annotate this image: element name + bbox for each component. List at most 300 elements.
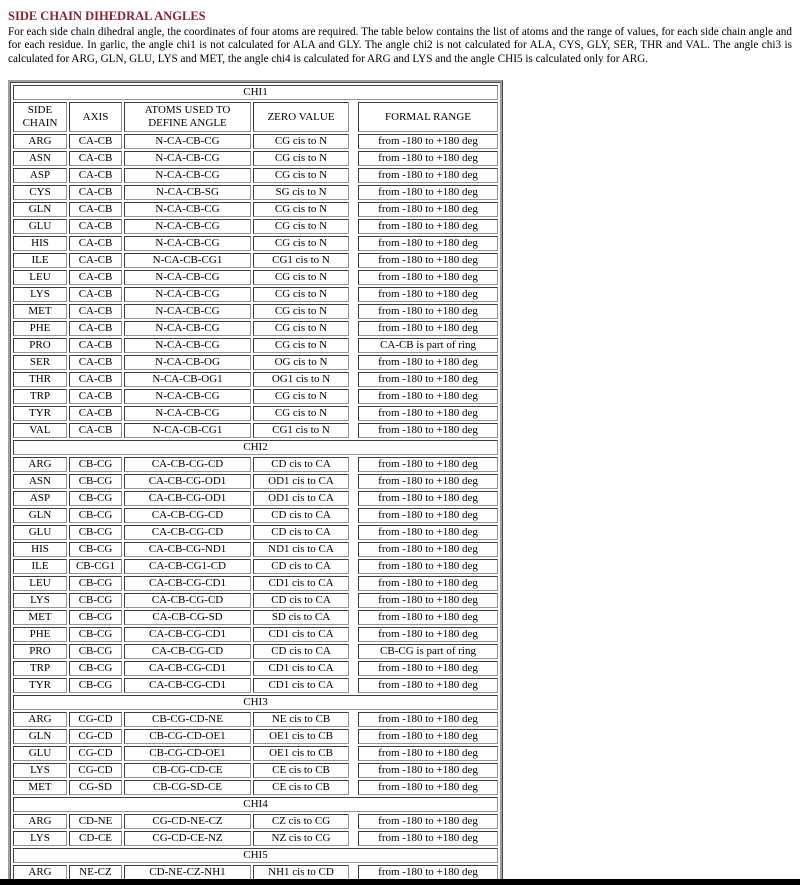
axis-cell: NE-CZ [69,865,122,880]
axis-cell: CB-CG [69,474,122,489]
column-header-row [13,102,498,132]
column-gap [351,185,356,200]
residue-cell: TYR [13,406,67,421]
axis-cell: CA-CB [69,134,122,149]
column-gap [351,661,356,676]
residue-cell: LEU [13,576,67,591]
atoms-cell: CA-CB-CG-ND1 [124,542,251,557]
formal-range-cell: from -180 to +180 deg [358,491,498,506]
residue-cell: ARG [13,457,67,472]
residue-cell: PRO [13,644,67,659]
column-header: ZERO VALUE [253,102,349,132]
atoms-cell: N-CA-CB-SG [124,185,251,200]
table-row [13,661,498,676]
axis-cell: CG-SD [69,780,122,795]
zero-value-cell: SD cis to CA [253,610,349,625]
formal-range-cell: from -180 to +180 deg [358,304,498,319]
atoms-cell: CA-CB-CG-CD [124,508,251,523]
zero-value-cell: CG cis to N [253,304,349,319]
table-row [13,712,498,727]
zero-value-cell: CE cis to CB [253,780,349,795]
residue-cell: GLU [13,219,67,234]
formal-range-cell: from -180 to +180 deg [358,525,498,540]
atoms-cell: CA-CB-CG1-CD [124,559,251,574]
formal-range-cell: from -180 to +180 deg [358,763,498,778]
table-row [13,321,498,336]
residue-cell: SER [13,355,67,370]
residue-cell: LYS [13,831,67,846]
table-row [13,627,498,642]
residue-cell: GLN [13,729,67,744]
zero-value-cell: NE cis to CB [253,712,349,727]
formal-range-cell: from -180 to +180 deg [358,678,498,693]
formal-range-cell: from -180 to +180 deg [358,236,498,251]
formal-range-cell: from -180 to +180 deg [358,576,498,591]
atoms-cell: N-CA-CB-CG [124,304,251,319]
atoms-cell: CA-CB-CG-CD [124,457,251,472]
atoms-cell: CB-CG-CD-OE1 [124,746,251,761]
formal-range-cell: from -180 to +180 deg [358,780,498,795]
axis-cell: CB-CG [69,678,122,693]
axis-cell: CA-CB [69,321,122,336]
formal-range-cell: from -180 to +180 deg [358,559,498,574]
axis-cell: CG-CD [69,729,122,744]
table-row [13,304,498,319]
formal-range-cell: from -180 to +180 deg [358,627,498,642]
axis-cell: CB-CG1 [69,559,122,574]
axis-cell: CD-CE [69,831,122,846]
residue-cell: TRP [13,389,67,404]
column-gap [351,321,356,336]
zero-value-cell: CZ cis to CG [253,814,349,829]
atoms-cell: N-CA-CB-CG [124,270,251,285]
formal-range-cell: CA-CB is part of ring [358,338,498,353]
column-gap [351,202,356,217]
column-gap [351,389,356,404]
residue-cell: CYS [13,185,67,200]
atoms-cell: N-CA-CB-CG1 [124,423,251,438]
table-row [13,202,498,217]
formal-range-cell: from -180 to +180 deg [358,287,498,302]
column-gap [351,542,356,557]
residue-cell: HIS [13,236,67,251]
atoms-cell: N-CA-CB-CG [124,406,251,421]
column-gap [351,865,356,880]
formal-range-cell: from -180 to +180 deg [358,661,498,676]
column-header: SIDE CHAIN [13,102,67,132]
formal-range-cell: from -180 to +180 deg [358,185,498,200]
zero-value-cell: CD cis to CA [253,593,349,608]
formal-range-cell: from -180 to +180 deg [358,729,498,744]
table-row [13,610,498,625]
column-gap [351,134,356,149]
zero-value-cell: OD1 cis to CA [253,474,349,489]
residue-cell: ILE [13,253,67,268]
formal-range-cell: from -180 to +180 deg [358,712,498,727]
column-gap [351,151,356,166]
table-row [13,542,498,557]
residue-cell: ARG [13,712,67,727]
table-row [13,423,498,438]
zero-value-cell: NH1 cis to CD [253,865,349,880]
axis-cell: CA-CB [69,151,122,166]
zero-value-cell: CG cis to N [253,236,349,251]
table-row [13,185,498,200]
axis-cell: CG-CD [69,712,122,727]
table-row [13,525,498,540]
atoms-cell: CA-CB-CG-CD [124,593,251,608]
zero-value-cell: SG cis to N [253,185,349,200]
column-gap [351,270,356,285]
axis-cell: CB-CG [69,491,122,506]
atoms-cell: CA-CB-CG-CD1 [124,678,251,693]
table-row [13,406,498,421]
table-row [13,491,498,506]
axis-cell: CA-CB [69,338,122,353]
formal-range-cell: from -180 to +180 deg [358,474,498,489]
zero-value-cell: CG cis to N [253,406,349,421]
atoms-cell: N-CA-CB-CG [124,219,251,234]
zero-value-cell: CD1 cis to CA [253,678,349,693]
table-row [13,389,498,404]
zero-value-cell: CG cis to N [253,168,349,183]
table-row [13,457,498,472]
column-header: ATOMS USED TO DEFINE ANGLE [124,102,251,132]
residue-cell: GLN [13,508,67,523]
residue-cell: GLU [13,746,67,761]
axis-cell: CB-CG [69,542,122,557]
atoms-cell: N-CA-CB-OG1 [124,372,251,387]
axis-cell: CB-CG [69,627,122,642]
table-row [13,474,498,489]
column-gap [351,559,356,574]
atoms-cell: N-CA-CB-CG [124,151,251,166]
column-gap [351,610,356,625]
column-gap [351,423,356,438]
table-row [13,270,498,285]
column-gap [351,780,356,795]
zero-value-cell: CG cis to N [253,202,349,217]
residue-cell: LEU [13,270,67,285]
axis-cell: CB-CG [69,661,122,676]
atoms-cell: CA-CB-CG-OD1 [124,491,251,506]
axis-cell: CA-CB [69,372,122,387]
zero-value-cell: OG cis to N [253,355,349,370]
residue-cell: PHE [13,321,67,336]
section-header-row [13,797,498,812]
table-row [13,729,498,744]
atoms-cell: CA-CB-CG-OD1 [124,474,251,489]
axis-cell: CB-CG [69,457,122,472]
zero-value-cell: CD cis to CA [253,457,349,472]
table-row [13,763,498,778]
table-row [13,644,498,659]
column-gap [351,627,356,642]
atoms-cell: CA-CB-CG-CD1 [124,627,251,642]
section-title: CHI3 [13,695,498,710]
atoms-cell: CB-CG-SD-CE [124,780,251,795]
atoms-cell: CB-CG-CD-CE [124,763,251,778]
residue-cell: GLN [13,202,67,217]
residue-cell: THR [13,372,67,387]
atoms-cell: CB-CG-CD-OE1 [124,729,251,744]
atoms-cell: N-CA-CB-CG [124,389,251,404]
column-gap [351,474,356,489]
atoms-cell: N-CA-CB-CG [124,202,251,217]
axis-cell: CA-CB [69,253,122,268]
zero-value-cell: OE1 cis to CB [253,729,349,744]
residue-cell: ASN [13,151,67,166]
formal-range-cell: from -180 to +180 deg [358,372,498,387]
page-title: SIDE CHAIN DIHEDRAL ANGLES [8,9,206,23]
axis-cell: CB-CG [69,525,122,540]
formal-range-cell: from -180 to +180 deg [358,151,498,166]
column-gap [351,525,356,540]
atoms-cell: CA-CB-CG-CD [124,525,251,540]
residue-cell: PHE [13,627,67,642]
column-gap [351,491,356,506]
formal-range-cell: from -180 to +180 deg [358,457,498,472]
column-gap [351,729,356,744]
zero-value-cell: CD cis to CA [253,644,349,659]
zero-value-cell: CD cis to CA [253,508,349,523]
zero-value-cell: CD cis to CA [253,559,349,574]
zero-value-cell: CE cis to CB [253,763,349,778]
residue-cell: MET [13,304,67,319]
formal-range-cell: CB-CG is part of ring [358,644,498,659]
axis-cell: CA-CB [69,389,122,404]
axis-cell: CB-CG [69,508,122,523]
zero-value-cell: ND1 cis to CA [253,542,349,557]
formal-range-cell: from -180 to +180 deg [358,814,498,829]
table-row [13,576,498,591]
axis-cell: CA-CB [69,236,122,251]
atoms-cell: CB-CG-CD-NE [124,712,251,727]
zero-value-cell: OE1 cis to CB [253,746,349,761]
zero-value-cell: OD1 cis to CA [253,491,349,506]
column-gap [351,236,356,251]
column-gap [351,338,356,353]
formal-range-cell: from -180 to +180 deg [358,219,498,234]
formal-range-cell: from -180 to +180 deg [358,321,498,336]
residue-cell: TRP [13,661,67,676]
table-row [13,355,498,370]
formal-range-cell: from -180 to +180 deg [358,253,498,268]
axis-cell: CA-CB [69,219,122,234]
residue-cell: MET [13,780,67,795]
atoms-cell: CA-CB-CG-SD [124,610,251,625]
atoms-cell: N-CA-CB-CG [124,338,251,353]
atoms-cell: N-CA-CB-CG [124,134,251,149]
table-row [13,219,498,234]
zero-value-cell: CG cis to N [253,219,349,234]
atoms-cell: CA-CB-CG-CD1 [124,661,251,676]
zero-value-cell: CG cis to N [253,321,349,336]
column-gap [351,508,356,523]
zero-value-cell: CD1 cis to CA [253,576,349,591]
section-title: CHI4 [13,797,498,812]
column-gap [351,593,356,608]
formal-range-cell: from -180 to +180 deg [358,746,498,761]
zero-value-cell: CD1 cis to CA [253,661,349,676]
zero-value-cell: CG1 cis to N [253,253,349,268]
residue-cell: LYS [13,593,67,608]
residue-cell: PRO [13,338,67,353]
zero-value-cell: OG1 cis to N [253,372,349,387]
formal-range-cell: from -180 to +180 deg [358,270,498,285]
residue-cell: ARG [13,865,67,880]
column-gap [351,102,356,132]
residue-cell: ASN [13,474,67,489]
zero-value-cell: CG1 cis to N [253,423,349,438]
atoms-cell: CD-NE-CZ-NH1 [124,865,251,880]
column-gap [351,168,356,183]
atoms-cell: N-CA-CB-CG [124,287,251,302]
zero-value-cell: CD cis to CA [253,525,349,540]
table-row [13,508,498,523]
axis-cell: CA-CB [69,304,122,319]
zero-value-cell: NZ cis to CG [253,831,349,846]
section-title: CHI2 [13,440,498,455]
zero-value-cell: CG cis to N [253,270,349,285]
residue-cell: LYS [13,287,67,302]
column-gap [351,831,356,846]
column-gap [351,457,356,472]
axis-cell: CB-CG [69,576,122,591]
residue-cell: VAL [13,423,67,438]
atoms-cell: N-CA-CB-CG [124,236,251,251]
section-header-row [13,85,498,100]
column-gap [351,219,356,234]
axis-cell: CA-CB [69,423,122,438]
zero-value-cell: CD1 cis to CA [253,627,349,642]
formal-range-cell: from -180 to +180 deg [358,168,498,183]
formal-range-cell: from -180 to +180 deg [358,202,498,217]
column-gap [351,287,356,302]
column-gap [351,253,356,268]
axis-cell: CA-CB [69,168,122,183]
table-row [13,814,498,829]
axis-cell: CD-NE [69,814,122,829]
residue-cell: ILE [13,559,67,574]
section-title: CHI1 [13,85,498,100]
dihedral-table-body [13,85,498,880]
formal-range-cell: from -180 to +180 deg [358,831,498,846]
atoms-cell: CG-CD-NE-CZ [124,814,251,829]
formal-range-cell: from -180 to +180 deg [358,134,498,149]
intro-paragraph: For each side chain dihedral angle, the coordinates of four atoms are required. The table below contains the list of atoms and the range of values, for each side chain angle and for each residue. In garlic, the angle chi1 is not calculated for ALA and GLY. The angle chi2 is not calculated for ALA, CYS, GLY, SER, THR and VAL. The angle chi3 is calculated for ARG, GLN, GLU, LYS and MET, the angle chi4 is calculated for ARG and LYS and the angle CHI5 is calculated only for ARG. [8,26,792,65]
table-row [13,134,498,149]
residue-cell: MET [13,610,67,625]
residue-cell: ARG [13,134,67,149]
section-header-row [13,848,498,863]
dihedral-angles-table [8,80,503,885]
column-gap [351,355,356,370]
axis-cell: CG-CD [69,746,122,761]
atoms-cell: N-CA-CB-CG1 [124,253,251,268]
residue-cell: ARG [13,814,67,829]
axis-cell: CA-CB [69,406,122,421]
table-row [13,780,498,795]
column-gap [351,304,356,319]
axis-cell: CG-CD [69,763,122,778]
zero-value-cell: CG cis to N [253,389,349,404]
axis-cell: CB-CG [69,610,122,625]
atoms-cell: CA-CB-CG-CD1 [124,576,251,591]
axis-cell: CA-CB [69,355,122,370]
zero-value-cell: CG cis to N [253,134,349,149]
axis-cell: CA-CB [69,202,122,217]
zero-value-cell: CG cis to N [253,151,349,166]
residue-cell: TYR [13,678,67,693]
section-header-row [13,440,498,455]
axis-cell: CA-CB [69,287,122,302]
formal-range-cell: from -180 to +180 deg [358,406,498,421]
bottom-divider-bar [0,879,800,885]
formal-range-cell: from -180 to +180 deg [358,355,498,370]
atoms-cell: N-CA-CB-CG [124,321,251,336]
column-header: AXIS [69,102,122,132]
column-gap [351,406,356,421]
formal-range-cell: from -180 to +180 deg [358,593,498,608]
formal-range-cell: from -180 to +180 deg [358,423,498,438]
formal-range-cell: from -180 to +180 deg [358,542,498,557]
table-row [13,746,498,761]
table-row [13,678,498,693]
formal-range-cell: from -180 to +180 deg [358,610,498,625]
atoms-cell: N-CA-CB-CG [124,168,251,183]
atoms-cell: CA-CB-CG-CD [124,644,251,659]
table-row [13,236,498,251]
formal-range-cell: from -180 to +180 deg [358,865,498,880]
column-gap [351,712,356,727]
table-row [13,338,498,353]
residue-cell: HIS [13,542,67,557]
zero-value-cell: CG cis to N [253,287,349,302]
axis-cell: CA-CB [69,270,122,285]
table-row [13,831,498,846]
atoms-cell: CG-CD-CE-NZ [124,831,251,846]
column-gap [351,644,356,659]
residue-cell: GLU [13,525,67,540]
section-title: CHI5 [13,848,498,863]
section-header-row [13,695,498,710]
table-row [13,287,498,302]
zero-value-cell: CG cis to N [253,338,349,353]
formal-range-cell: from -180 to +180 deg [358,389,498,404]
column-header: FORMAL RANGE [358,102,498,132]
column-gap [351,576,356,591]
residue-cell: ASP [13,491,67,506]
table-row [13,593,498,608]
column-gap [351,814,356,829]
table-row [13,253,498,268]
table-row [13,151,498,166]
column-gap [351,763,356,778]
formal-range-cell: from -180 to +180 deg [358,508,498,523]
axis-cell: CA-CB [69,185,122,200]
residue-cell: LYS [13,763,67,778]
table-row [13,865,498,880]
axis-cell: CB-CG [69,644,122,659]
atoms-cell: N-CA-CB-OG [124,355,251,370]
column-gap [351,678,356,693]
table-row [13,372,498,387]
column-gap [351,372,356,387]
column-gap [351,746,356,761]
axis-cell: CB-CG [69,593,122,608]
table-row [13,168,498,183]
